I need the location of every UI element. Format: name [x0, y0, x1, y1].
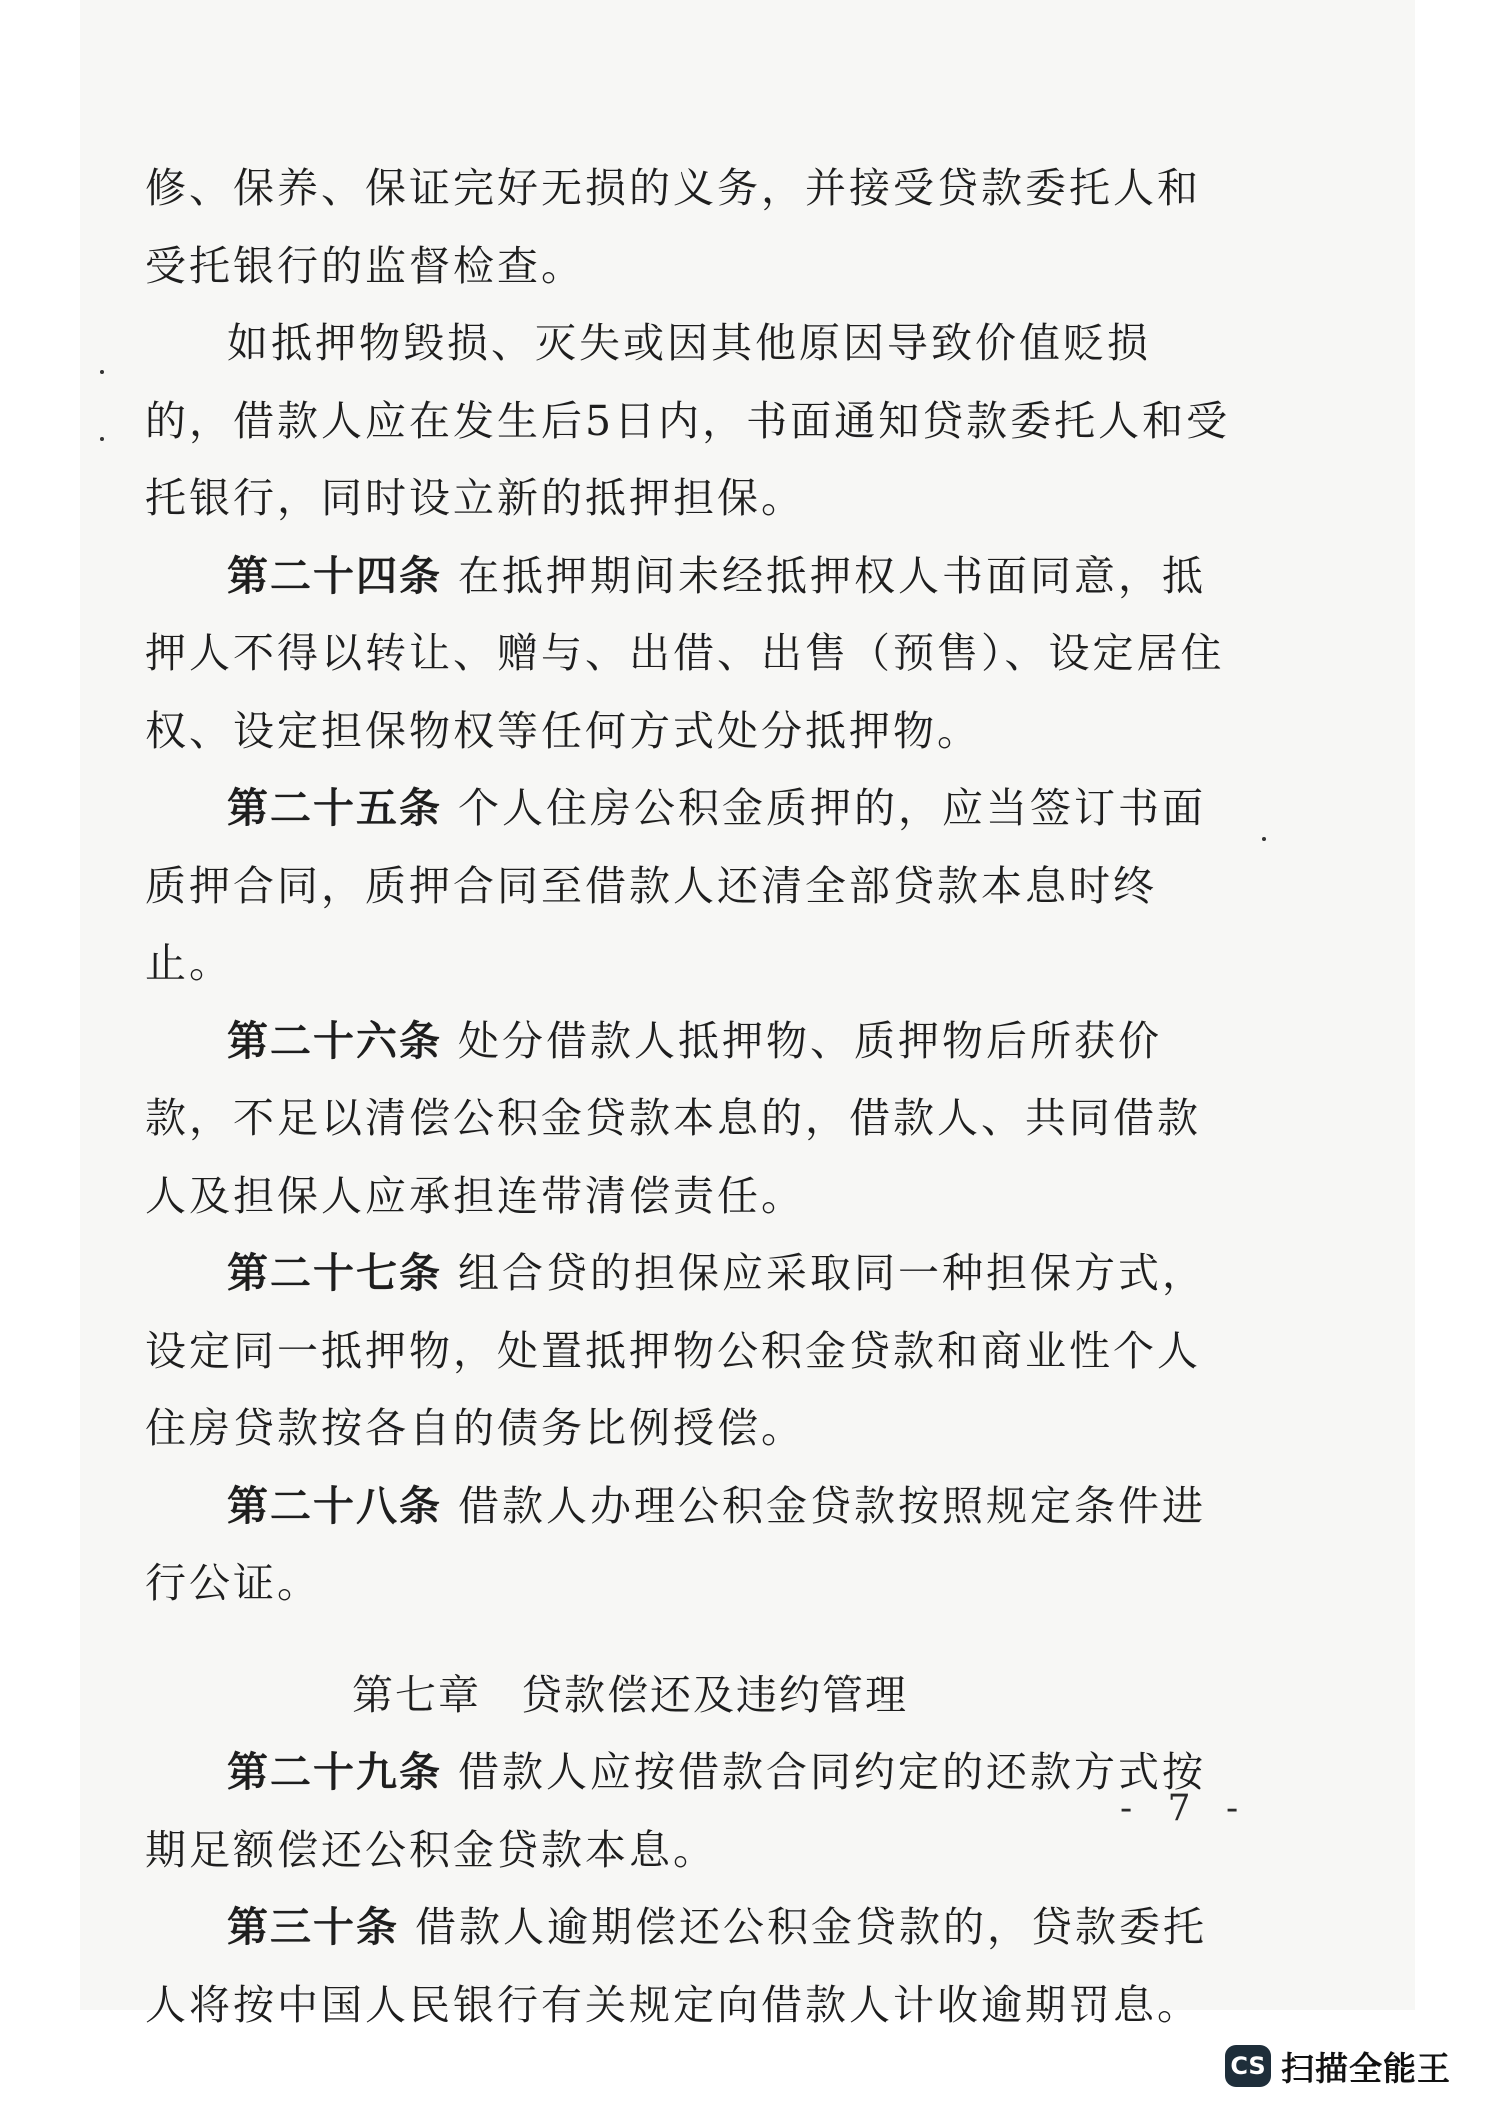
article-label: 第二十六条 [227, 1016, 442, 1065]
article-25 [145, 770, 1235, 1003]
camscanner-watermark [1225, 2044, 1451, 2088]
article-label: 第二十七条 [227, 1249, 442, 1297]
article-text: 借款人逾期偿还公积金贷款的，贷款委托人将按中国人民银行有关规定向借款人计收逾期罚息。 [145, 1903, 1208, 2029]
scan-speck [100, 437, 104, 441]
article-text: 处分借款人抵押物、质押物后所获价款，不足以清偿公积金贷款本息的，借款人、共同借款人及担保人应承担连带清偿责任。 [145, 1016, 1201, 1220]
article-text: 组合贷的担保应采取同一种担保方式，设定同一抵押物，处置抵押物公积金贷款和商业性个人住房贷款按各自的债务比例授偿。 [145, 1249, 1207, 1452]
watermark-text: 扫描全能王 [1281, 2048, 1451, 2088]
scan-speck [1262, 837, 1266, 841]
chapter-heading [145, 1657, 1235, 1735]
article-label: 第三十条 [227, 1903, 399, 1951]
article-27 [145, 1235, 1235, 1468]
article-text: 借款人应按借款合同约定的还款方式按期足额偿还公积金贷款本息。 [145, 1748, 1207, 1874]
article-26 [145, 1003, 1235, 1236]
article-24 [145, 538, 1235, 771]
article-text: 个人住房公积金质押的，应当签订书面质押合同，质押合同至借款人还清全部贷款本息时终止。 [145, 784, 1207, 987]
article-label: 第二十四条 [227, 551, 442, 600]
chapter-number: 第七章 [352, 1670, 481, 1719]
article-text: 在抵押期间未经抵押权人书面同意，抵押人不得以转让、赠与、出借、出售（预售）、设定居住权、设定担保物权等任何方式处分抵押物。 [145, 551, 1225, 755]
scan-speck [100, 370, 104, 374]
camscanner-logo-icon: CS [1225, 2045, 1271, 2087]
article-label: 第二十五条 [227, 784, 442, 832]
article-28 [145, 1468, 1235, 1623]
article-label: 第二十八条 [227, 1481, 442, 1530]
article-30 [145, 1889, 1235, 2044]
paragraph: 如抵押物毁损、灭失或因其他原因导致价值贬损的，借款人应在发生后5日内，书面通知贷款委托人和受托银行，同时设立新的抵押担保。 [145, 319, 1231, 522]
article-label: 第二十九条 [227, 1748, 442, 1796]
chapter-title: 贷款偿还及违约管理 [521, 1670, 908, 1719]
article-29 [145, 1734, 1235, 1889]
paragraph: 修、保养、保证完好无损的义务，并接受贷款委托人和受托银行的监督检查。 [145, 164, 1201, 290]
page-number: - 7 - [1120, 1788, 1251, 1829]
article-text: 借款人办理公积金贷款按照规定条件进行公证。 [145, 1481, 1207, 1607]
document-body [145, 150, 1235, 2044]
